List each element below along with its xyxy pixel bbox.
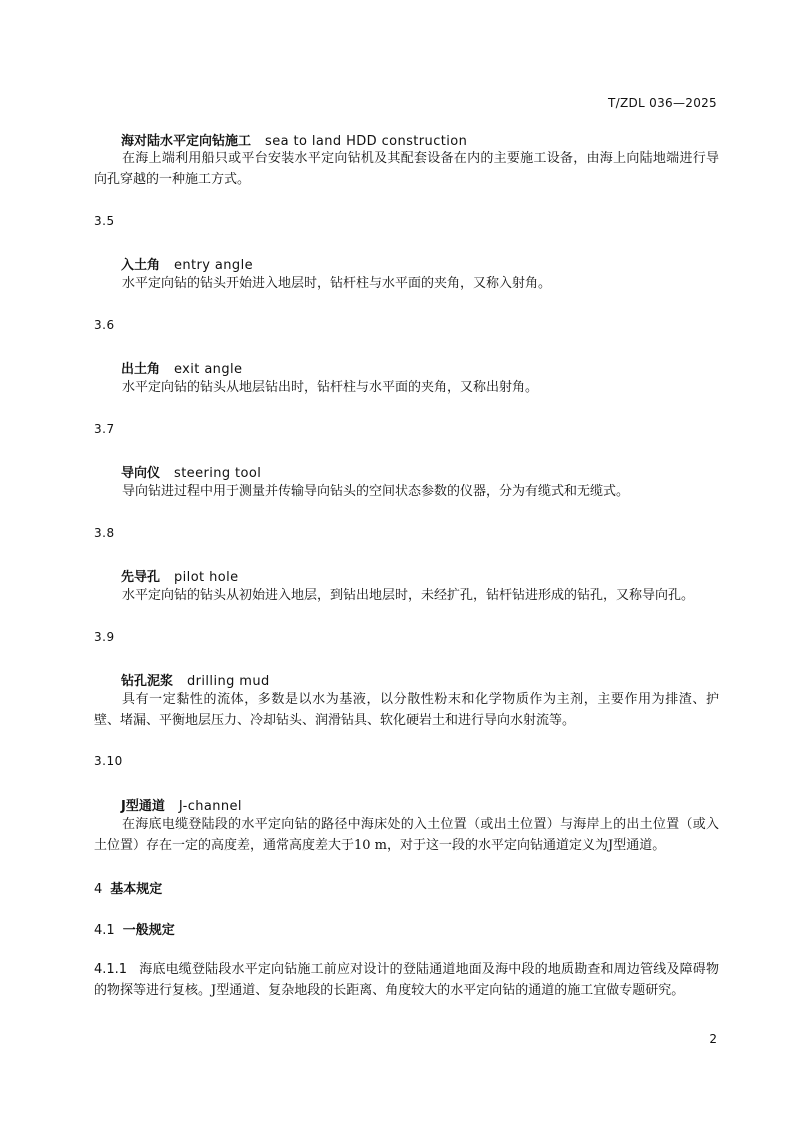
term-zh: 出土角 [121, 362, 161, 377]
section-number: 3.9 [94, 630, 115, 644]
term-zh: 入土角 [121, 258, 161, 273]
term-definition: 在海底电缆登陆段的水平定向钻的路径中海床处的入土位置（或出土位置）与海岸上的出土位置（或入土位置）存在一定的高度差，通常高度差大于10 m，对于这一段的水平定向钻通道定义为J型通道。 [94, 817, 719, 853]
chapter-heading [94, 878, 162, 897]
section-heading-title: 一般规定 [122, 923, 175, 938]
section-heading-number: 4.1 [94, 923, 115, 938]
term-definition: 水平定向钻的钻头从初始进入地层，到钻出地层时，未经扩孔，钻杆钻进形成的钻孔，又称导向孔。 [122, 588, 695, 603]
term-en: entry angle [174, 258, 253, 273]
section-heading [94, 919, 175, 938]
term-zh: 先导孔 [121, 570, 161, 585]
term-title [121, 670, 270, 689]
chapter-title: 基本规定 [110, 882, 163, 897]
term-en: exit angle [174, 362, 243, 377]
term-title [121, 566, 238, 585]
term-definition: 在海上端利用船只或平台安装水平定向钻机及其配套设备在内的主要施工设备，由海上向陆地端进行导向孔穿越的一种施工方式。 [94, 151, 719, 187]
section-number: 3.10 [94, 754, 123, 768]
term-zh: 钻孔泥浆 [121, 674, 174, 689]
section-number: 3.5 [94, 214, 115, 228]
term-definition: 水平定向钻的钻头开始进入地层时，钻杆柱与水平面的夹角，又称入射角。 [122, 276, 552, 291]
term-zh: J型通道 [121, 799, 165, 814]
term-en: sea to land HDD construction [265, 134, 468, 149]
term-title [121, 254, 253, 273]
section-number: 3.8 [94, 526, 115, 540]
clause-paragraph [94, 959, 719, 1001]
chapter-number: 4 [94, 882, 103, 897]
term-title [121, 462, 261, 481]
term-title [121, 358, 242, 377]
standard-code: T/ZDL 036—2025 [608, 96, 717, 110]
clause-number: 4.1.1 [94, 962, 128, 977]
term-title [121, 130, 467, 149]
section-number: 3.7 [94, 422, 115, 436]
clause-text: 海底电缆登陆段水平定向钻施工前应对设计的登陆通道地面及海中段的地质勘查和周边管线及障碍物的物探等进行复核。J型通道、复杂地段的长距离、角度较大的水平定向钻的通道的施工宜做专题研究。 [94, 962, 719, 998]
term-zh: 导向仪 [121, 466, 161, 481]
term-definition: 具有一定黏性的流体，多数是以水为基液，以分散性粉末和化学物质作为主剂，主要作用为排渣、护壁、堵漏、平衡地层压力、冷却钻头、润滑钻具、软化硬岩土和进行导向水射流等。 [94, 692, 719, 728]
term-definition: 水平定向钻的钻头从地层钻出时，钻杆柱与水平面的夹角，又称出射角。 [122, 380, 539, 395]
term-title [121, 795, 242, 814]
term-zh: 海对陆水平定向钻施工 [121, 134, 252, 149]
term-en: drilling mud [187, 674, 270, 689]
term-en: steering tool [174, 466, 262, 481]
page-number: 2 [709, 1032, 717, 1046]
term-definition: 导向钻进过程中用于测量并传输导向钻头的空间状态参数的仪器，分为有缆式和无缆式。 [122, 484, 630, 499]
section-number: 3.6 [94, 318, 115, 332]
term-en: J-channel [178, 799, 242, 814]
term-en: pilot hole [174, 570, 239, 585]
